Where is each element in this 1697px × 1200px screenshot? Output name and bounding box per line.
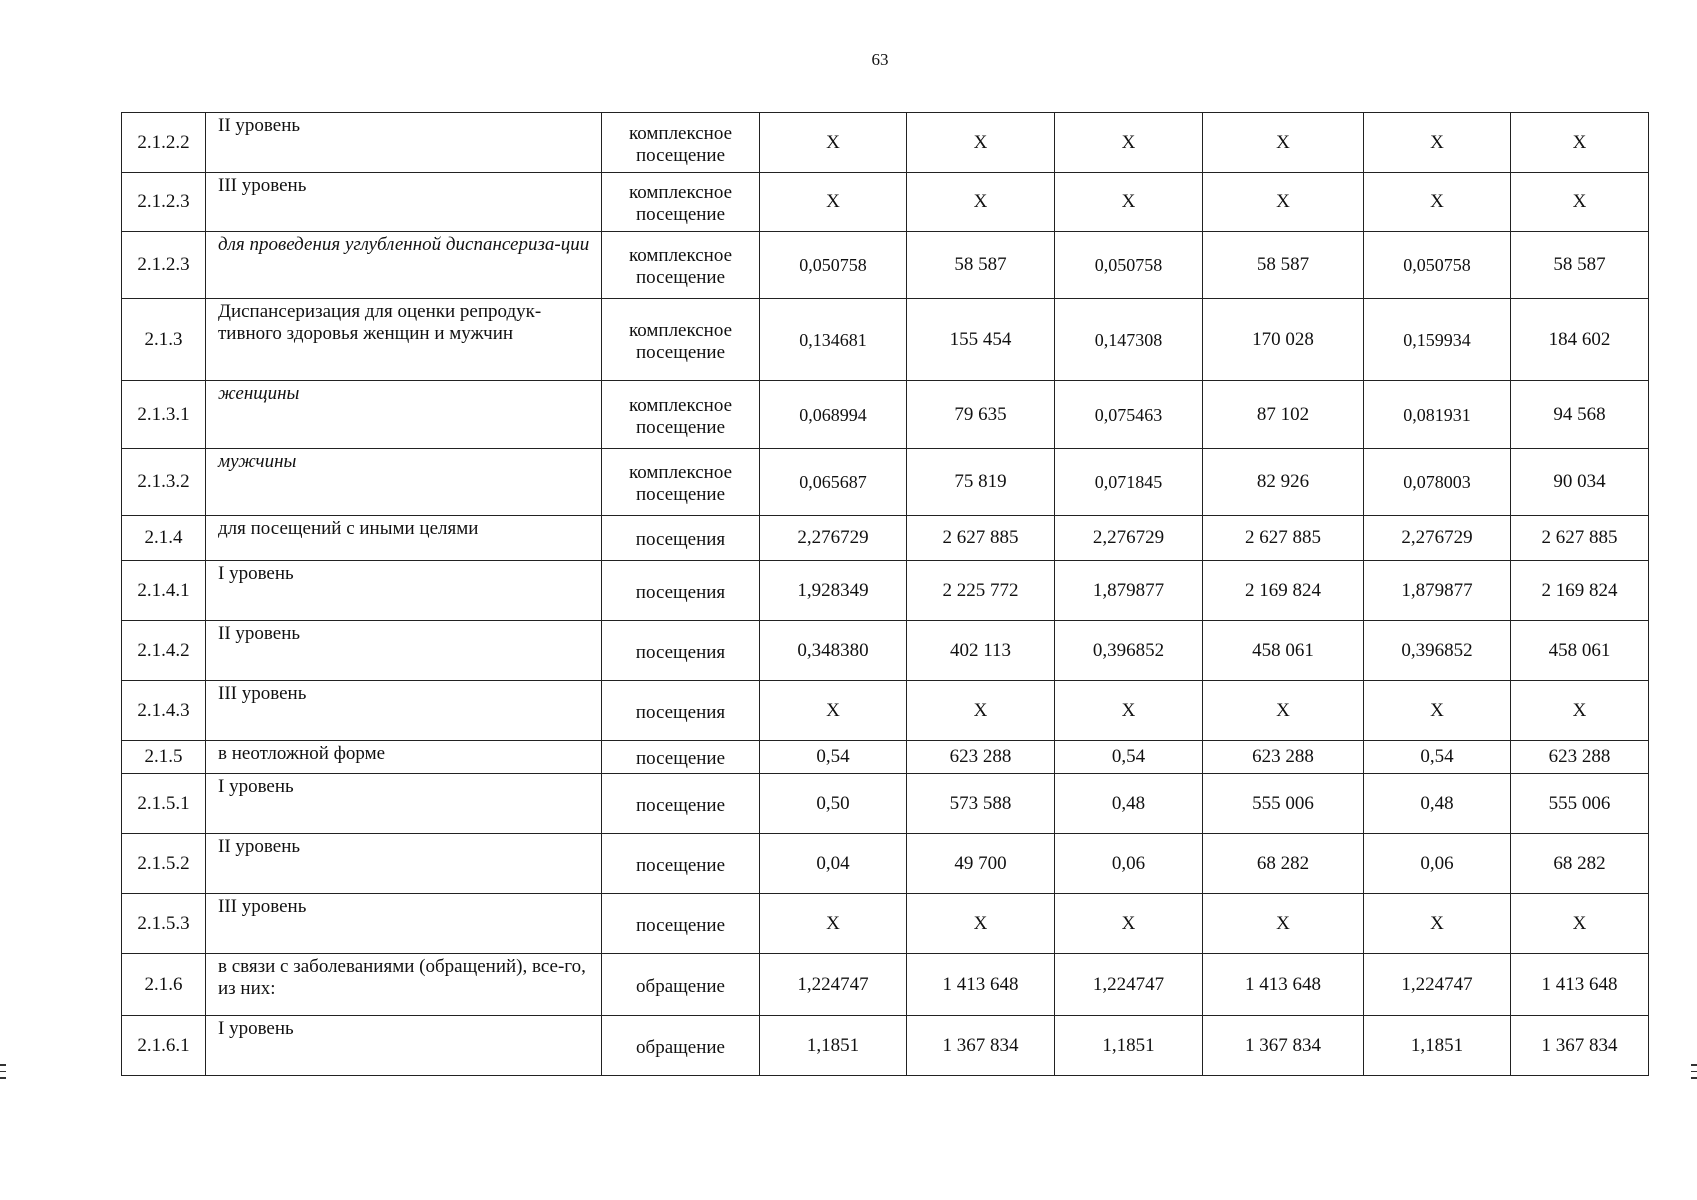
table-row [122,774,1649,834]
value-cell: 68 282 [1203,834,1364,894]
value-cell: 573 588 [907,774,1055,834]
row-number-cell: 2.1.3.1 [122,381,206,449]
value-cell: 1,224747 [1364,954,1511,1016]
value-cell: 2 225 772 [907,561,1055,621]
value-cell: 1,928349 [760,561,907,621]
row-name-cell: мужчины [206,449,602,516]
table-row [122,1016,1649,1076]
value-cell: 623 288 [907,741,1055,774]
value-cell: Х [760,173,907,232]
row-number-cell: 2.1.5.3 [122,894,206,954]
value-cell: 2,276729 [760,516,907,561]
unit-cell: обращение [602,954,760,1016]
row-number-cell: 2.1.5.2 [122,834,206,894]
value-cell: Х [1364,681,1511,741]
table-row [122,173,1649,232]
value-cell: 2 627 885 [1511,516,1649,561]
left-edge-marks [0,1064,6,1084]
value-cell: 1 367 834 [1203,1016,1364,1076]
value-cell: 82 926 [1203,449,1364,516]
value-cell: 87 102 [1203,381,1364,449]
value-cell: 1,224747 [760,954,907,1016]
value-cell: 0,06 [1364,834,1511,894]
table-body [122,113,1649,1076]
table-row [122,232,1649,299]
value-cell: 0,159934 [1364,299,1511,381]
value-cell: Х [1511,173,1649,232]
value-cell: 555 006 [1511,774,1649,834]
right-edge-marks [1691,1064,1697,1084]
unit-cell: посещения [602,621,760,681]
value-cell: Х [1511,681,1649,741]
row-name-cell: I уровень [206,774,602,834]
value-cell: 184 602 [1511,299,1649,381]
row-name-cell: II уровень [206,621,602,681]
row-number-cell: 2.1.5.1 [122,774,206,834]
value-cell: 458 061 [1511,621,1649,681]
row-number-cell: 2.1.5 [122,741,206,774]
value-cell: 0,348380 [760,621,907,681]
value-cell: 79 635 [907,381,1055,449]
value-cell: 170 028 [1203,299,1364,381]
value-cell: 555 006 [1203,774,1364,834]
row-number-cell: 2.1.4.1 [122,561,206,621]
value-cell: 458 061 [1203,621,1364,681]
value-cell: 1 367 834 [1511,1016,1649,1076]
value-cell: 0,48 [1364,774,1511,834]
row-number-cell: 2.1.3.2 [122,449,206,516]
unit-cell: комплексное посещение [602,449,760,516]
table-row [122,516,1649,561]
value-cell: Х [1364,173,1511,232]
row-name-cell: для посещений с иными целями [206,516,602,561]
unit-cell: посещение [602,774,760,834]
row-name-cell: Диспансеризация для оценки репродук-тивного здоровья женщин и мужчин [206,299,602,381]
value-cell: Х [1364,113,1511,173]
value-cell: Х [1055,113,1203,173]
value-cell: Х [1203,173,1364,232]
value-cell: 0,078003 [1364,449,1511,516]
table-row [122,621,1649,681]
value-cell: 0,04 [760,834,907,894]
page-number: 63 [871,50,889,69]
value-cell: 0,50 [760,774,907,834]
table-row [122,834,1649,894]
value-cell: 0,050758 [1364,232,1511,299]
value-cell: 0,06 [1055,834,1203,894]
unit-cell: комплексное посещение [602,381,760,449]
value-cell: 1 413 648 [1511,954,1649,1016]
value-cell: 0,050758 [760,232,907,299]
value-cell: 0,050758 [1055,232,1203,299]
row-name-cell: в связи с заболеваниями (обращений), все-го, из них: [206,954,602,1016]
unit-cell: посещения [602,516,760,561]
value-cell: Х [1203,894,1364,954]
value-cell: Х [907,681,1055,741]
value-cell: 2,276729 [1055,516,1203,561]
row-name-cell: I уровень [206,1016,602,1076]
value-cell: Х [1055,173,1203,232]
value-cell: 623 288 [1203,741,1364,774]
value-cell: 1 367 834 [907,1016,1055,1076]
value-cell: 75 819 [907,449,1055,516]
value-cell: 49 700 [907,834,1055,894]
unit-cell: комплексное посещение [602,173,760,232]
value-cell: Х [1055,681,1203,741]
value-cell: 58 587 [1511,232,1649,299]
unit-cell: посещения [602,561,760,621]
value-cell: 0,068994 [760,381,907,449]
table-row [122,894,1649,954]
unit-cell: комплексное посещение [602,113,760,173]
row-name-cell: для проведения углубленной диспансериза-ции [206,232,602,299]
value-cell: 402 113 [907,621,1055,681]
value-cell: 2 627 885 [907,516,1055,561]
value-cell: 0,081931 [1364,381,1511,449]
value-cell: 0,075463 [1055,381,1203,449]
value-cell: Х [1511,894,1649,954]
value-cell: 1,224747 [1055,954,1203,1016]
value-cell: 0,396852 [1364,621,1511,681]
value-cell: Х [1511,113,1649,173]
value-cell: Х [907,173,1055,232]
value-cell: 0,071845 [1055,449,1203,516]
value-cell: Х [907,113,1055,173]
value-cell: 1,879877 [1364,561,1511,621]
unit-cell: посещение [602,834,760,894]
row-name-cell: III уровень [206,681,602,741]
unit-cell: комплексное посещение [602,299,760,381]
row-number-cell: 2.1.2.3 [122,232,206,299]
value-cell: 155 454 [907,299,1055,381]
value-cell: 2 627 885 [1203,516,1364,561]
table-row [122,741,1649,774]
value-cell: Х [1364,894,1511,954]
row-name-cell: II уровень [206,834,602,894]
unit-cell: обращение [602,1016,760,1076]
table-row [122,381,1649,449]
table-row [122,299,1649,381]
row-name-cell: III уровень [206,894,602,954]
value-cell: 2 169 824 [1511,561,1649,621]
value-cell: 1,1851 [1364,1016,1511,1076]
table-row [122,113,1649,173]
value-cell: 68 282 [1511,834,1649,894]
value-cell: 0,396852 [1055,621,1203,681]
value-cell: 623 288 [1511,741,1649,774]
value-cell: 58 587 [1203,232,1364,299]
value-cell: Х [760,113,907,173]
value-cell: 1,1851 [1055,1016,1203,1076]
value-cell: 1 413 648 [1203,954,1364,1016]
value-cell: 2 169 824 [1203,561,1364,621]
value-cell: 0,54 [1055,741,1203,774]
table-row [122,681,1649,741]
row-number-cell: 2.1.4.2 [122,621,206,681]
row-number-cell: 2.1.4 [122,516,206,561]
row-name-cell: в неотложной форме [206,741,602,774]
value-cell: 2,276729 [1364,516,1511,561]
table-row [122,561,1649,621]
row-number-cell: 2.1.6 [122,954,206,1016]
value-cell: 90 034 [1511,449,1649,516]
unit-cell: посещения [602,681,760,741]
value-cell: 1,879877 [1055,561,1203,621]
value-cell: Х [760,681,907,741]
value-cell: 0,134681 [760,299,907,381]
value-cell: 0,54 [760,741,907,774]
value-cell: Х [1203,681,1364,741]
value-cell: 94 568 [1511,381,1649,449]
table-row [122,449,1649,516]
value-cell: Х [1055,894,1203,954]
value-cell: 1 413 648 [907,954,1055,1016]
value-cell: 0,54 [1364,741,1511,774]
row-number-cell: 2.1.2.2 [122,113,206,173]
value-cell: 0,065687 [760,449,907,516]
data-table [121,112,1649,1076]
row-number-cell: 2.1.3 [122,299,206,381]
value-cell: Х [907,894,1055,954]
value-cell: 0,147308 [1055,299,1203,381]
value-cell: 0,48 [1055,774,1203,834]
value-cell: 58 587 [907,232,1055,299]
row-name-cell: III уровень [206,173,602,232]
unit-cell: комплексное посещение [602,232,760,299]
table-row [122,954,1649,1016]
value-cell: Х [1203,113,1364,173]
row-number-cell: 2.1.2.3 [122,173,206,232]
row-number-cell: 2.1.4.3 [122,681,206,741]
row-number-cell: 2.1.6.1 [122,1016,206,1076]
value-cell: 1,1851 [760,1016,907,1076]
row-name-cell: I уровень [206,561,602,621]
unit-cell: посещение [602,741,760,774]
row-name-cell: женщины [206,381,602,449]
unit-cell: посещение [602,894,760,954]
row-name-cell: II уровень [206,113,602,173]
value-cell: Х [760,894,907,954]
